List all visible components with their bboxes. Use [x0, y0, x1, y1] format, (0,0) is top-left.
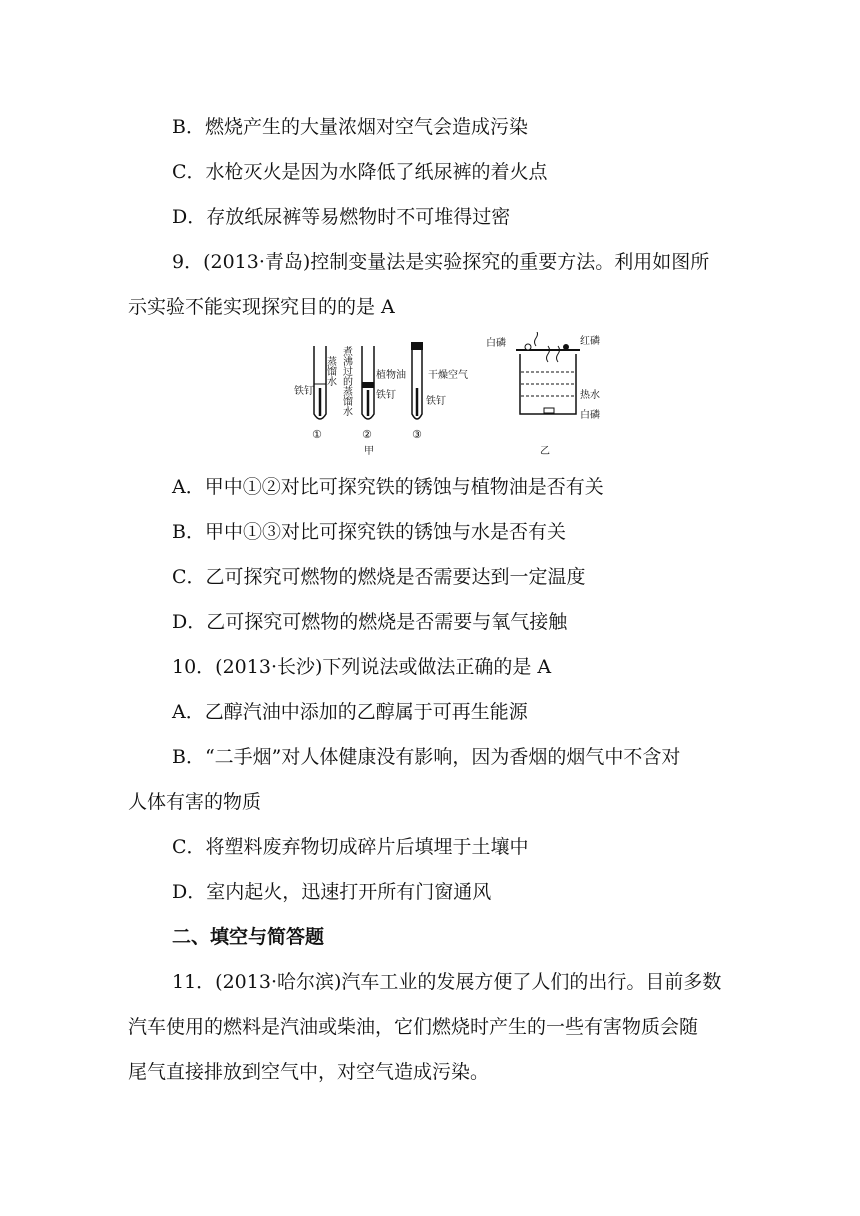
q11-line3: 尾气直接排放到空气中，对空气造成污染。 [128, 1061, 490, 1083]
beaker-red-phosphorus-label: 红磷 [580, 336, 600, 347]
group-yi-label: 乙 [540, 446, 550, 457]
tube1-number: ① [312, 428, 322, 441]
q10-option-d: D．室内起火，迅速打开所有门窗通风 [172, 881, 492, 903]
group-jia-label: 甲 [364, 446, 374, 457]
tube2-oil-label: 植物油 [376, 370, 406, 381]
beaker-white-phosphorus-bottom-label: 白磷 [580, 410, 600, 421]
test-tube-3 [411, 342, 423, 419]
tube3-air-label: 干燥空气 [428, 370, 468, 381]
tube2-nail-label: 铁钉 [376, 390, 396, 401]
q8-option-d: D．存放纸尿裤等易燃物时不可堆得过密 [172, 206, 511, 228]
beaker-hot-water-label: 热水 [580, 390, 600, 401]
beaker-white-phosphorus-top-label: 白磷 [486, 338, 506, 349]
q8-option-c: C．水枪灭火是因为水降低了纸尿裤的着火点 [172, 161, 548, 183]
q9-option-b: B．甲中①③对比可探究铁的锈蚀与水是否有关 [172, 521, 566, 543]
q9-stem-line1: 9．(2013·青岛)控制变量法是实验探究的重要方法。利用如图所 [172, 251, 710, 273]
tube3-nail-label: 铁钉 [426, 396, 446, 407]
q9-option-c: C．乙可探究可燃物的燃烧是否需要达到一定温度 [172, 566, 586, 588]
experiment-figure [290, 332, 610, 460]
q10-option-a: A．乙醇汽油中添加的乙醇属于可再生能源 [172, 701, 528, 723]
q11-line2: 汽车使用的燃料是汽油或柴油，它们燃烧时产生的一些有害物质会随 [128, 1016, 699, 1038]
q11-line1: 11．(2013·哈尔滨)汽车工业的发展方便了人们的出行。目前多数 [172, 971, 722, 993]
tube1-water-label: 蒸馏水 [324, 356, 336, 386]
q9-stem-line2: 示实验不能实现探究目的的是 A [128, 296, 395, 318]
beaker [516, 332, 580, 414]
q10-stem: 10．(2013·长沙)下列说法或做法正确的是 A [172, 656, 552, 678]
q10-option-b-line2: 人体有害的物质 [128, 791, 262, 813]
q8-option-b: B．燃烧产生的大量浓烟对空气会造成污染 [172, 116, 528, 138]
tube1-nail-label: 铁钉 [294, 386, 314, 397]
q9-option-d: D．乙可探究可燃物的燃烧是否需要与氧气接触 [172, 611, 568, 633]
test-tube-2 [362, 346, 374, 419]
tube3-number: ③ [412, 428, 422, 441]
tube2-boiled-water-label: 煮沸过的蒸馏水 [340, 346, 352, 416]
section-title: 二、填空与简答题 [172, 926, 325, 948]
tube2-number: ② [362, 428, 372, 441]
q10-option-c: C．将塑料废弃物切成碎片后填埋于土壤中 [172, 836, 529, 858]
q9-option-a: A．甲中①②对比可探究铁的锈蚀与植物油是否有关 [172, 476, 604, 498]
q10-option-b-line1: B．“二手烟”对人体健康没有影响，因为香烟的烟气中不含对 [172, 746, 681, 768]
